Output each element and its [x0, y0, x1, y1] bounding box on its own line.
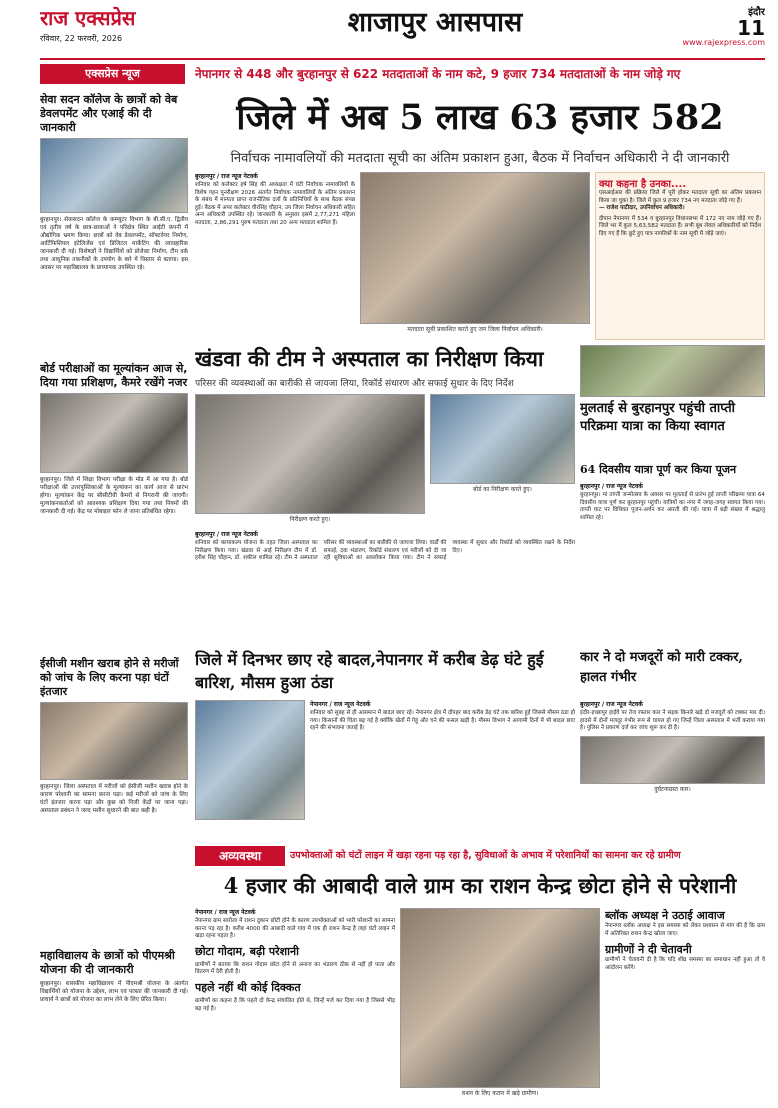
- hospital-caption: निरीक्षण करते हुए।: [289, 516, 331, 523]
- accident-headline: कार ने दो मजदूरों को मारी टक्कर, हालत गंभीर: [580, 650, 743, 685]
- bottom-headline: 4 हजार की आबादी वाले ग्राम का राशन केन्द्र छोटा होने से परेशानी: [223, 873, 737, 898]
- issue-date: रविवार, 22 फरवरी, 2026: [40, 34, 123, 43]
- weather-byline: नेपानगर / राज न्यूज नेटवर्क: [310, 701, 371, 708]
- quote-body: दीपान नेपानगर में 534 व बुरहानपुर विधानसभा में 172 नए नाम जोड़े गए हैं। जिले भर में कुल 5,63,582 मतदाता हैं। सभी बूथ लेवल अधिकारियों को निर्देश दिए गए हैं कि छूटे हुए पात्र नागरिकों के नाम सूची में जोड़े जाएं।: [599, 215, 761, 237]
- story-photo: [40, 138, 188, 213]
- quote-title: क्या कहना है उनका....: [599, 179, 687, 190]
- story-title: सेवा सदन कॉलेज के छात्रों को वेब डेवलपमेंट और एआई की दी जानकारी: [40, 93, 178, 134]
- accident-photo: [580, 736, 765, 784]
- story-body: बुरहानपुर। शासकीय महाविद्यालय में पीएमश्री योजना के अंतर्गत विद्यार्थियों को योजना के उद्देश्य, लाभ एवं पात्रता की जानकारी दी गई। प्राचार्य ने छात्रों को योजना का लाभ लेने के लिए प्रेरित किया।: [40, 981, 188, 1003]
- lead-byline: बुरहानपुर / राज न्यूज नेटवर्क: [195, 173, 258, 180]
- accident-caption: दुर्घटनाग्रस्त कार।: [654, 785, 691, 793]
- bottom-sub1: छोटा गोदाम, बढ़ी परेशानी: [195, 944, 299, 958]
- bottom-text: [195, 908, 395, 1103]
- yatra-subhead: 64 दिवसीय यात्रा पूर्ण कर किया पूजन: [580, 463, 737, 476]
- hospital-subhead: परिसर की व्यवस्थाओं का बारीकी से जायजा लिया, रिकॉर्ड संधारण और सफाई सुधार के दिए निर्देश: [195, 379, 514, 389]
- lead-text-col1: [195, 172, 355, 340]
- weather-body: शनिवार को सुबह से ही आसमान में बादल छाए रहे। नेपानगर क्षेत्र में दोपहर बाद करीब डेढ़ घंटे तक बारिश हुई जिससे मौसम ठंडा हो गया। किसानों की चिंता बढ़ गई है क्योंकि खेतों में गेहूं और चने की फसल खड़ी है। मौसम विभाग ने आगामी दिनों में भी बादल छाए रहने की संभावना जताई है।: [310, 710, 575, 732]
- hospital-text: [195, 530, 575, 640]
- masthead-left: [40, 4, 190, 52]
- bottom-label: अव्यवस्था: [195, 846, 285, 866]
- page-title: शाजापुर आसपास: [347, 7, 523, 38]
- sidebar-label: एक्सप्रेस न्यूज: [40, 64, 185, 84]
- quote-speaker: — राजेश पाटीदार, उपनिर्वाचन अधिकारी।: [599, 205, 685, 212]
- story-body: बुरहानपुर। जिला अस्पताल में मरीजों को ईसीजी मशीन खराब होने के कारण परेशानी का सामना करना पड़ा। कई मरीजों को जांच के लिए घंटों इंतजार करना पड़ा और कुछ को निजी केंद्रों पर जाना पड़ा। अस्पताल प्रबंधन ने जल्द मशीन सुधारने की बात कही है।: [40, 784, 188, 814]
- edition-city: इंदौर: [748, 7, 765, 18]
- lead-photo-caption: मतदाता सूची प्रकाशित करते हुए जन जिला निर्वाचन अधिकारी।: [407, 326, 543, 333]
- box-title: ब्लॉक अध्यक्ष ने उठाई आवाज: [605, 909, 725, 922]
- masthead-rule: [40, 58, 765, 60]
- story-title: महाविद्यालय के छात्रों को पीएमश्री योजना की दी जानकारी: [40, 949, 175, 976]
- bottom-sub2: पहले नहीं थी कोई दिक्कत: [195, 980, 301, 994]
- hospital-photo: [195, 394, 425, 514]
- accident-byline: बुरहानपुर / राज न्यूज नेटवर्क: [580, 701, 643, 708]
- bottom-body2: ग्रामीणों ने बताया कि राशन गोदाम छोटा होने से अनाज का भंडारण ठीक से नहीं हो पाता और वितरण में देरी होती है।: [195, 961, 395, 976]
- bottom-box: [605, 908, 765, 1103]
- masthead-right: [655, 4, 765, 48]
- page-number: 11: [737, 16, 765, 40]
- lead-body: शनिवार को कलेक्टर हर्ष सिंह की अध्यक्षता में घंटी निर्वाचक नामावलियों के विशेष गहन पुनरीक्षण 2026 अंतर्गत निर्वाचक नामावलियों के अंतिम प्रकाशन के संबंध में मान्यता प्राप्त राजनीतिक दलों के प्रतिनिधियों के साथ बैठक संपन्न हुई। बैठक में अपर कलेक्टर वीरसिंह चौहान, उप जिला निर्वाचन अधिकारी सहित अन्य अधिकारी उपस्थित रहे। जानकारी के अनुसार इसमें 2,77,271 महिला मतदाता, 2,86,291 पुरुष मतदाता तथा 20 अन्य मतदाता शामिल हैं।: [195, 182, 355, 226]
- bottom-photo-block: [400, 908, 600, 1103]
- yatra-photo: [580, 345, 765, 397]
- box-body: नेपानगर ब्लॉक अध्यक्ष ने इस समस्या को लेकर प्रशासन से मांग की है कि ग्राम में अतिरिक्त राशन केन्द्र खोला जाए।: [605, 923, 765, 937]
- quote-box: [595, 172, 765, 340]
- yatra-text: [580, 482, 765, 642]
- bottom-body: नेपानगर ग्राम सारोला में राशन दुकान छोटी होने के कारण उपभोक्ताओं को भारी परेशानी का सामना करना पड़ रहा है। करीब 4000 की आबादी वाले गांव में एक ही राशन केन्द्र है जहां घंटों लाइन में खड़ा रहना पड़ता है।: [195, 918, 395, 940]
- site-url: www.rajexpress.com: [682, 38, 765, 47]
- yatra-headline: मुलताई से बुरहानपुर पहुंची ताप्ती परिक्रमा यात्रा का किया स्वागत: [580, 401, 736, 434]
- weather-headline: जिले में दिनभर छाए रहे बादल,नेपानगर में करीब डेढ़ घंटे हुई बारिश, मौसम हुआ ठंडा: [195, 650, 544, 692]
- paper-name: राज एक्सप्रेस: [40, 6, 136, 30]
- hospital-photo-block: [195, 394, 425, 524]
- lead-photo-block: [360, 172, 590, 340]
- lead-photo: [360, 172, 590, 324]
- sidebar-column: [40, 90, 188, 1100]
- lead-subhead: निर्वाचक नामावलियों की मतदाता सूची का अंतिम प्रकाशन हुआ, बैठक में निर्वाचन अधिकारी ने दी जानकारी: [230, 151, 730, 166]
- yatra-body: बुरहानपुर। मां ताप्ती जन्मोत्सव के अवसर पर मुलताई से प्रारंभ हुई ताप्ती परिक्रमा यात्रा 64 दिवसीय यात्रा पूर्ण कर बुरहानपुर पहुंची। यात्रियों का नगर में जगह-जगह स्वागत किया गया। ताप्ती घाट पर विधिवत पूजन-अर्चन कर आरती की गई। यात्रा में बड़ी संख्या में श्रद्धालु शामिल रहे।: [580, 492, 765, 521]
- bottom-byline: नेपानगर / राज न्यूज नेटवर्क: [195, 909, 256, 916]
- story-title: बोर्ड परीक्षाओं का मूल्यांकन आज से, दिया गया प्रशिक्षण, कैमरे रखेंगे नजर: [40, 362, 188, 389]
- accident-body: इंदौर-इच्छापुर हाईवे पर तेज रफ्तार कार ने सड़क किनारे खड़े दो मजदूरों को टक्कर मार दी। हादसे में दोनों मजदूर गंभीर रूप से घायल हो गए जिन्हें जिला अस्पताल में भर्ती कराया गया है। पुलिस ने प्रकरण दर्ज कर जांच शुरू कर दी है।: [580, 710, 765, 732]
- hospital-photo2-block: [430, 394, 575, 494]
- story-photo: [40, 393, 188, 473]
- bottom-photo: [400, 908, 600, 1088]
- story-photo: [40, 702, 188, 780]
- bottom-caption: राशन के लिए कतार में खड़े ग्रामीण।: [461, 1090, 539, 1097]
- hospital-headline: खंडवा की टीम ने अस्पताल का निरीक्षण किया: [195, 346, 544, 371]
- quote-text: एसआईआर की प्रक्रिया जिले में पूरी होकर मतदाता सूची का अंतिम प्रकाशन किया जा चुका है। जिले में कुल 9 हजार 734 नए मतदाता जोड़े गए हैं।: [599, 190, 761, 204]
- bottom-body3: ग्रामीणों का कहना है कि पहले दो केन्द्र संचालित होते थे, जिन्हें मर्ज कर दिया गया है जिससे भीड़ बढ़ गई है।: [195, 997, 395, 1012]
- weather-photo: [195, 700, 305, 820]
- box-body2: ग्रामीणों ने चेतावनी दी है कि यदि शीघ्र समस्या का समाधान नहीं हुआ तो वे आंदोलन करेंगे।: [605, 957, 765, 971]
- story-body: बुरहानपुर। जिले में शिक्षा विभाग परीक्षा के मोड में आ गया है। बोर्ड परीक्षाओं की उत्तरपुस्तिकाओं के मूल्यांकन का कार्य आज से प्रारंभ होगा। मूल्यांकन केंद्र पर सीसीटीवी कैमरों से निगरानी की जाएगी। मूल्यांकनकर्ताओं को आवश्यक प्रशिक्षण दिया गया तथा नियमों की जानकारी दी गई। केंद्र पर मोबाइल फोन ले जाना प्रतिबंधित रहेगा।: [40, 477, 188, 515]
- bottom-ticker: उपभोक्ताओं को घंटों लाइन में खड़ा रहना पड़ रहा है, सुविधाओं के अभाव में परेशानियों का सामना कर रहे ग्रामीण: [290, 850, 681, 861]
- hospital-body: शनिवार को कायाकल्प योजना के तहत जिला अस्पताल का निरीक्षण किया गया। खंडवा से आई निरीक्षण टीम में डॉ. हरीश सिंह चौहान, डॉ. शकील शामिल रहे। टीम ने अस्पताल परिसर की व्यवस्थाओं का बारीकी से जायजा लिया। वार्डों की सफाई, दवा भंडारण, रिकॉर्ड संधारण एवं मरीजों को दी जा रही सुविधाओं का अवलोकन किया गया। टीम ने सफाई व्यवस्था में सुधार और रिकॉर्ड को व्यवस्थित रखने के निर्देश दिए।: [195, 540, 575, 562]
- hospital-caption: बोर्ड का निरीक्षण करते हुए।: [473, 486, 532, 493]
- box-subtitle: ग्रामीणों ने दी चेतावनी: [605, 943, 692, 957]
- story-body: बुरहानपुर। सेवासदन कॉलेज के कम्प्यूटर विभाग के बी.सी.ए. द्वितीय एवं तृतीय वर्ष के छात्र-छात्राओं ने परिक्षेत्र स्थित आईटी कंपनी में औद्योगिक भ्रमण किया। छात्रों को वेब डेवलपमेंट, सॉफ्टवेयर निर्माण, आर्टिफिशियल इंटेलिजेंस एवं डिजिटल मार्केटिंग की व्यावहारिक जानकारी दी गई। विशेषज्ञों ने विद्यार्थियों को प्रोजेक्ट निर्माण, टीम वर्क तथा आधुनिक तकनीकों के उपयोग के बारे में विस्तार से बताया। इस अवसर पर महाविद्यालय के प्राध्यापक उपस्थित रहे।: [40, 217, 188, 271]
- hospital-photo: [430, 394, 575, 484]
- accident-text: [580, 700, 765, 840]
- weather-text: [195, 700, 575, 840]
- top-ticker: नेपानगर से 448 और बुरहानपुर से 622 मतदाताओं के नाम कटे, 9 हजार 734 मतदाताओं के नाम जोड़े गए: [195, 67, 681, 81]
- story-title: ईसीजी मशीन खराब होने से मरीजों को जांच के लिए करना पड़ा घंटों इंतजार: [40, 657, 179, 698]
- hospital-byline: बुरहानपुर / राज न्यूज नेटवर्क: [195, 531, 258, 538]
- lead-headline: जिले में अब 5 लाख 63 हजार 582: [236, 97, 724, 138]
- yatra-byline: बुरहानपुर / राज न्यूज नेटवर्क: [580, 483, 643, 490]
